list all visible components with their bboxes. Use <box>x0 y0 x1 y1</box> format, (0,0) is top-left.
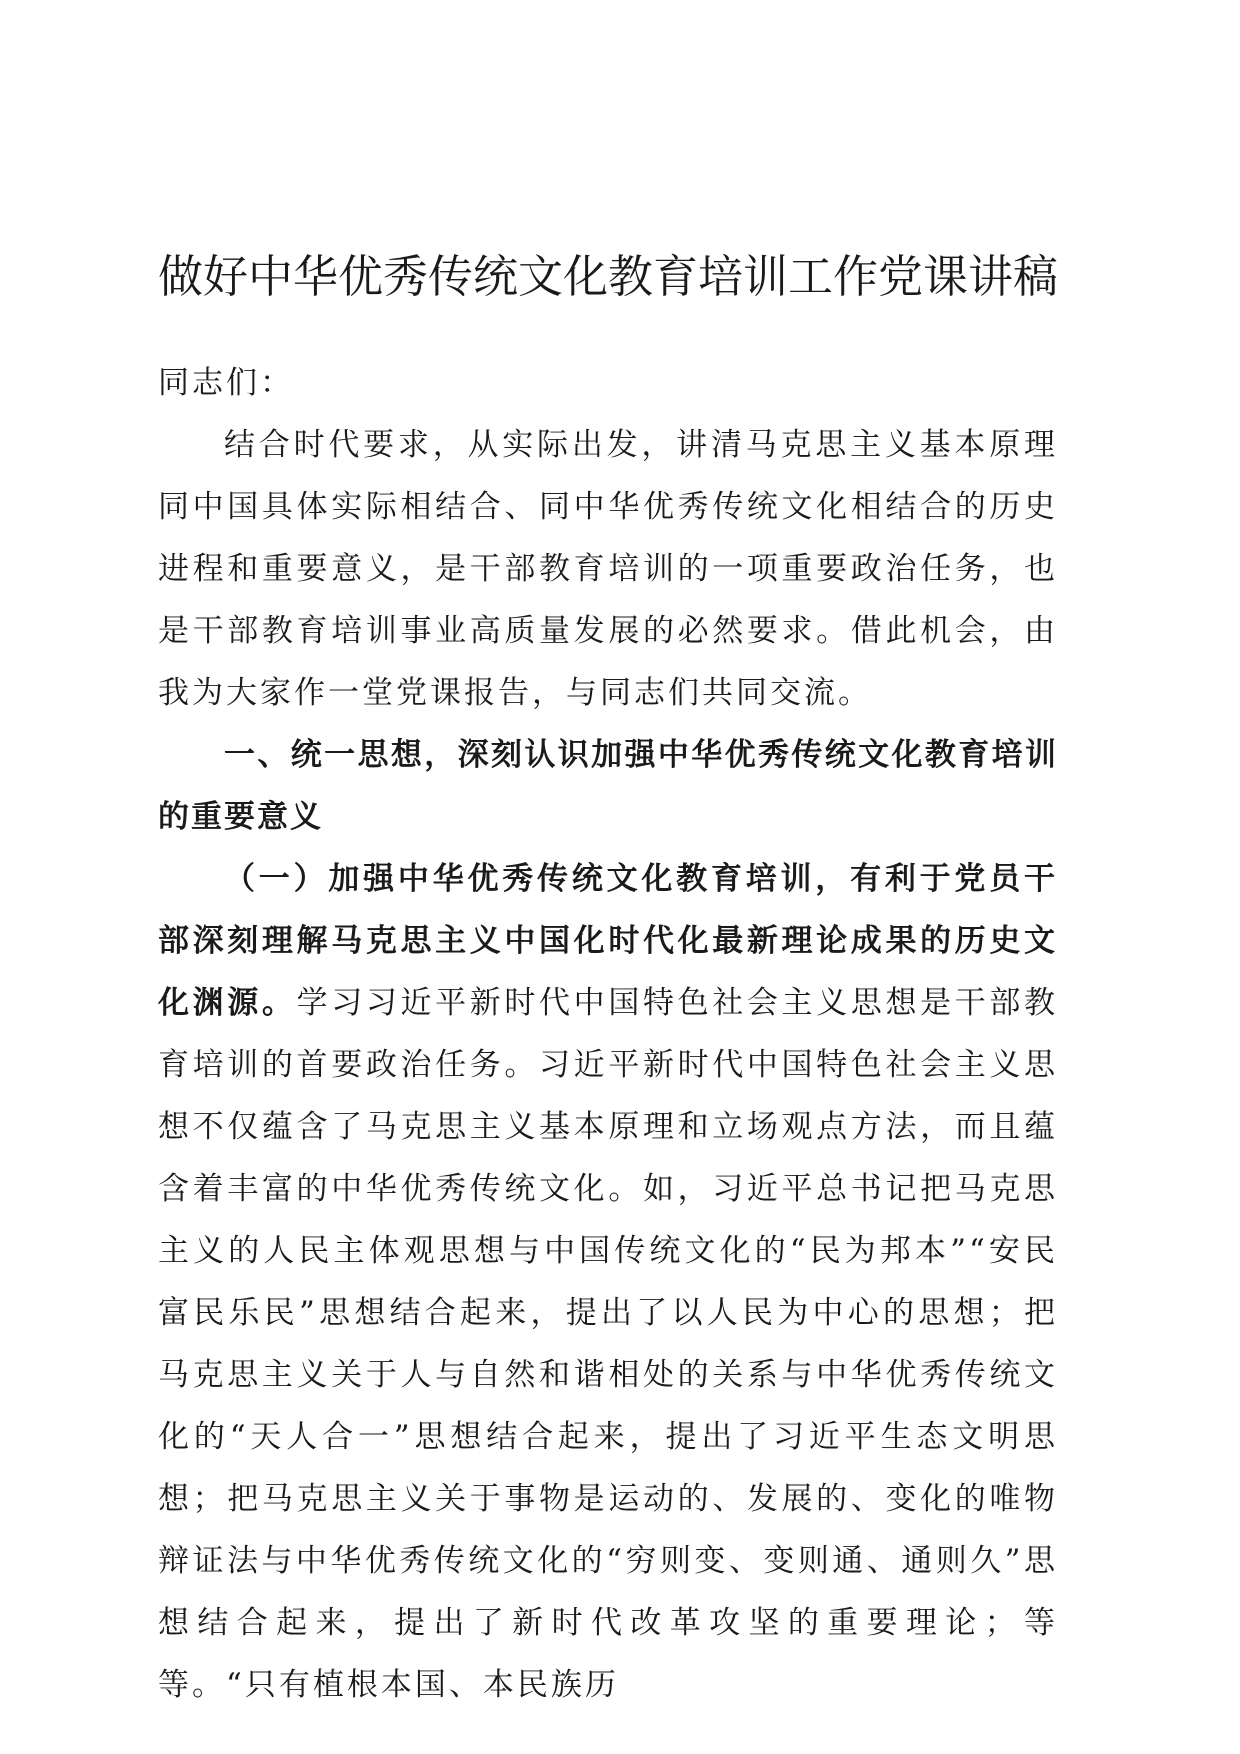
section-heading-1: 一、统一思想，深刻认识加强中华优秀传统文化教育培训的重要意义 <box>158 737 1058 835</box>
subsection-heading-1: （一）加强中华优秀传统文化教育培训，有利于党员干部深刻理解马克思主义中国化时代化最新理论成果的历史文化渊源。 <box>158 861 1058 1021</box>
document-body <box>158 352 1058 1716</box>
intro-paragraph: 结合时代要求，从实际出发，讲清马克思主义基本原理同中国具体实际相结合、同中华优秀传统文化相结合的历史进程和重要意义，是干部教育培训的一项重要政治任务，也是干部教育培训事业高质量发展的必然要求。借此机会，由我为大家作一堂党课报告，与同志们共同交流。 <box>158 427 1058 711</box>
salutation: 同志们： <box>158 365 294 401</box>
subsection-body-1: 学习习近平新时代中国特色社会主义思想是干部教育培训的首要政治任务。习近平新时代中国特色社会主义思想不仅蕴含了马克思主义基本原理和立场观点方法，而且蕴含着丰富的中华优秀传统文化。如，习近平总书记把马克思主义的人民主体观思想与中国传统文化的“民为邦本”“安民富民乐民”思想结合起来，提出了以人民为中心的思想；把马克思主义关于人与自然和谐相处的关系与中华优秀传统文化的“天人合一”思想结合起来，提出了习近平生态文明思想；把马克思主义关于事物是运动的、发展的、变化的唯物辩证法与中华优秀传统文化的“穷则变、变则通、通则久”思想结合起来，提出了新时代改革攻坚的重要理论；等等。“只有植根本国、本民族历 <box>158 985 1059 1703</box>
subsection-paragraph-1 <box>158 848 1058 1716</box>
document-title: 做好中华优秀传统文化教育培训工作党课讲稿 <box>158 250 1059 303</box>
